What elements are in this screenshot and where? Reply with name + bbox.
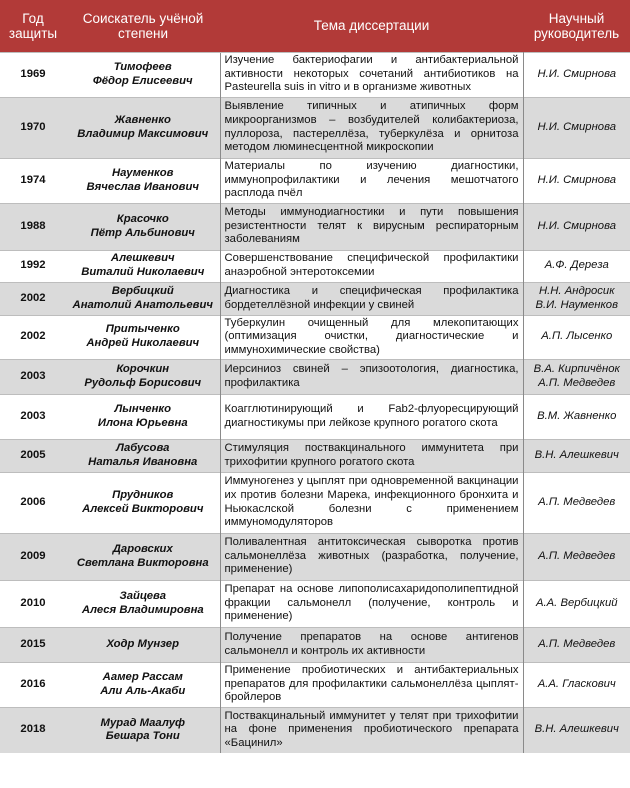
year-cell: 2003 xyxy=(0,394,66,439)
year-cell: 2015 xyxy=(0,627,66,662)
supervisor-cell: Н.И. Смирнова xyxy=(523,203,630,250)
topic-cell: Материалы по изучению диагностики, иммунопрофилактики и лечения мешотчатого расплода пчёл xyxy=(220,158,523,203)
table-row xyxy=(0,662,630,707)
topic-cell: Препарат на основе липополисахаридополипептидной фракции сальмонелл (получение, контроль и применение) xyxy=(220,580,523,627)
applicant-cell: Даровских Светлана Викторовна xyxy=(66,533,220,580)
applicant-cell: Тимофеев Фёдор Елисеевич xyxy=(66,52,220,97)
applicant-cell: Алешкевич Виталий Николаевич xyxy=(66,250,220,282)
applicant-cell: Ходр Мунзер xyxy=(66,627,220,662)
header-topic: Тема диссертации xyxy=(220,0,523,52)
table-row xyxy=(0,394,630,439)
topic-cell: Иммуногенез у цыплят при одновременной вакцинации их против болезни Марека, инфекционного бронхита и Ньюкаслской болезни с применением иммуномодуляторов xyxy=(220,472,523,533)
header-year: Год защиты xyxy=(0,0,66,52)
supervisor-cell: В.А. Кирпичёнок А.П. Медведев xyxy=(523,359,630,394)
applicant-cell: Притыченко Андрей Николаевич xyxy=(66,315,220,359)
table-row xyxy=(0,158,630,203)
applicant-cell: Жавненко Владимир Максимович xyxy=(66,97,220,158)
year-cell: 2016 xyxy=(0,662,66,707)
year-cell: 2006 xyxy=(0,472,66,533)
supervisor-cell: Н.Н. Андросик В.И. Науменков xyxy=(523,282,630,315)
applicant-cell: Лабусова Наталья Ивановна xyxy=(66,439,220,472)
applicant-cell: Аамер Рассам Али Аль-Акаби xyxy=(66,662,220,707)
supervisor-cell: В.Н. Алешкевич xyxy=(523,439,630,472)
year-cell: 1988 xyxy=(0,203,66,250)
year-cell: 2005 xyxy=(0,439,66,472)
table-row xyxy=(0,359,630,394)
table-row xyxy=(0,472,630,533)
table-row xyxy=(0,52,630,97)
topic-cell: Диагностика и специфическая профилактика бордетеллёзной инфекции у свиней xyxy=(220,282,523,315)
year-cell: 1970 xyxy=(0,97,66,158)
table-row xyxy=(0,439,630,472)
applicant-cell: Вербицкий Анатолий Анатольевич xyxy=(66,282,220,315)
applicant-cell: Прудников Алексей Викторович xyxy=(66,472,220,533)
supervisor-cell: А.П. Медведев xyxy=(523,533,630,580)
topic-cell: Иерсиниоз свиней – эпизоотология, диагностика, профилактика xyxy=(220,359,523,394)
table-row xyxy=(0,533,630,580)
applicant-cell: Красочко Пётр Альбинович xyxy=(66,203,220,250)
table-row xyxy=(0,203,630,250)
year-cell: 2018 xyxy=(0,707,66,753)
supervisor-cell: А.П. Лысенко xyxy=(523,315,630,359)
table-row xyxy=(0,282,630,315)
topic-cell: Поливалентная антитоксическая сыворотка против сальмонеллёза животных (разработка, получение, применение) xyxy=(220,533,523,580)
year-cell: 2002 xyxy=(0,282,66,315)
year-cell: 1992 xyxy=(0,250,66,282)
year-cell: 1974 xyxy=(0,158,66,203)
supervisor-cell: В.Н. Алешкевич xyxy=(523,707,630,753)
topic-cell: Получение препаратов на основе антигенов сальмонелл и контроль их активности xyxy=(220,627,523,662)
topic-cell: Туберкулин очищенный для млекопитающих (оптимизация очистки, диагностические и иммунохимические свойства) xyxy=(220,315,523,359)
table-row xyxy=(0,315,630,359)
applicant-cell: Науменков Вячеслав Иванович xyxy=(66,158,220,203)
topic-cell: Коагглютинирующий и Fab2-флуоресцирующий диагностикумы при лейкозе крупного рогатого скота xyxy=(220,394,523,439)
year-cell: 2003 xyxy=(0,359,66,394)
year-cell: 2002 xyxy=(0,315,66,359)
supervisor-cell: А.Ф. Дереза xyxy=(523,250,630,282)
year-cell: 2010 xyxy=(0,580,66,627)
topic-cell: Методы иммунодиагностики и пути повышения резистентности телят к вирусным респираторным заболеваниям xyxy=(220,203,523,250)
header-supervisor: Научный руководитель xyxy=(523,0,630,52)
supervisor-cell: Н.И. Смирнова xyxy=(523,158,630,203)
header-row xyxy=(0,0,630,52)
applicant-cell: Зайцева Алеся Владимировна xyxy=(66,580,220,627)
topic-cell: Стимуляция поствакцинального иммунитета при трихофитии крупного рогатого скота xyxy=(220,439,523,472)
topic-cell: Применение пробиотических и антибактериальных препаратов для профилактики сальмонеллёза цыплят-бройлеров xyxy=(220,662,523,707)
topic-cell: Поствакцинальный иммунитет у телят при трихофитии на фоне применения пробиотического препарата «Бацинил» xyxy=(220,707,523,753)
supervisor-cell: А.П. Медведев xyxy=(523,627,630,662)
year-cell: 1969 xyxy=(0,52,66,97)
supervisor-cell: А.А. Гласкович xyxy=(523,662,630,707)
topic-cell: Выявление типичных и атипичных форм микроорганизмов – возбудителей колибактериоза, пуллороза, пастереллёза, туберкулёза и орнитоза методом люминесцентной микроскопии xyxy=(220,97,523,158)
topic-cell: Совершенствование специфической профилактики анаэробной энтеротоксемии xyxy=(220,250,523,282)
table-row xyxy=(0,627,630,662)
table-row xyxy=(0,97,630,158)
header-applicant: Соискатель учёной степени xyxy=(66,0,220,52)
table-row xyxy=(0,250,630,282)
supervisor-cell: В.М. Жавненко xyxy=(523,394,630,439)
applicant-cell: Мурад Маалуф Бешара Тони xyxy=(66,707,220,753)
applicant-cell: Лынченко Илона Юрьевна xyxy=(66,394,220,439)
supervisor-cell: Н.И. Смирнова xyxy=(523,52,630,97)
year-cell: 2009 xyxy=(0,533,66,580)
supervisor-cell: А.П. Медведев xyxy=(523,472,630,533)
supervisor-cell: А.А. Вербицкий xyxy=(523,580,630,627)
supervisor-cell: Н.И. Смирнова xyxy=(523,97,630,158)
table-row xyxy=(0,707,630,753)
table-row xyxy=(0,580,630,627)
applicant-cell: Корочкин Рудольф Борисович xyxy=(66,359,220,394)
topic-cell: Изучение бактериофагии и антибактериальной активности некоторых сочетаний антибиотиков на Pasteurella suis in vitro и в организме животных xyxy=(220,52,523,97)
